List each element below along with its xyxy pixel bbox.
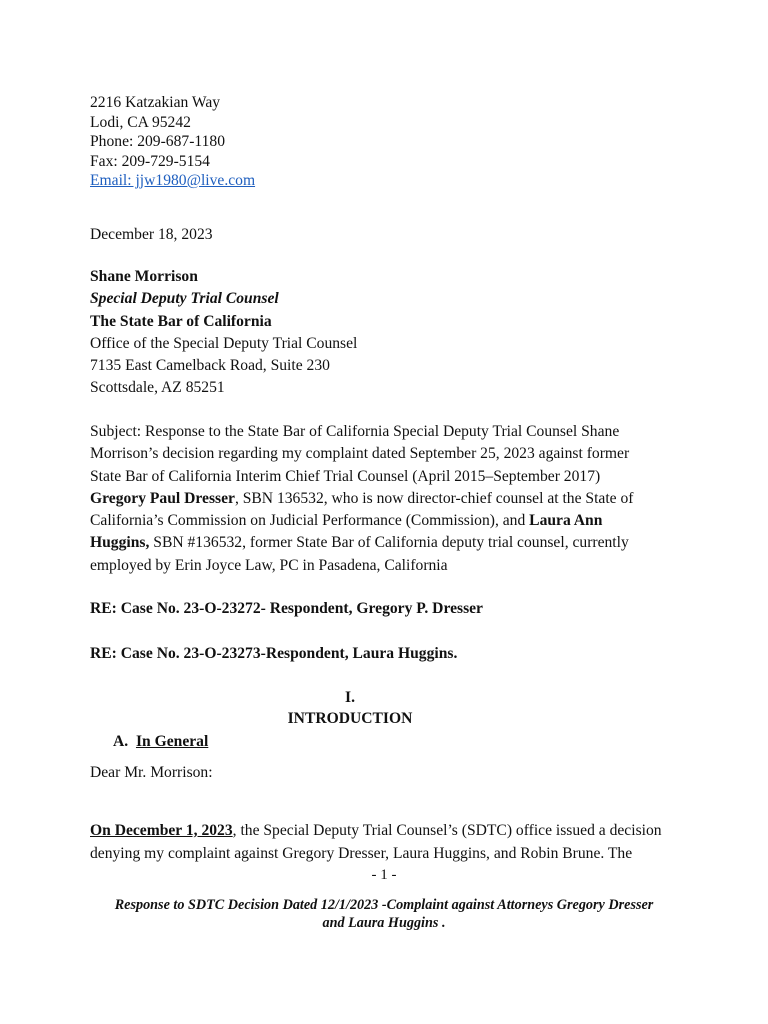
subject-line: employed by Erin Joyce Law, PC in Pasadena, California xyxy=(90,556,448,574)
sender-email-link[interactable]: Email: jjw1980@live.com xyxy=(90,172,256,189)
subject-line: State Bar of California Interim Chief Trial Counsel (April 2015–September 2017) xyxy=(90,467,601,485)
sender-fax: Fax: 209-729-5154 xyxy=(90,152,210,170)
footer-title-line: and Laura Huggins . xyxy=(322,915,446,931)
subject-text: , SBN 136532, who is now director-chief counsel at the State of xyxy=(234,489,634,507)
re-case-dresser xyxy=(90,599,700,619)
recipient-office: Office of the Special Deputy Trial Counsel xyxy=(90,334,358,352)
subsection-heading xyxy=(113,732,723,752)
body-text: , the Special Deputy Trial Counsel’s (SDTC) office issued a decision xyxy=(232,822,662,839)
sender-phone: Phone: 209-687-1180 xyxy=(90,133,225,150)
subsection-title: In General xyxy=(135,733,209,750)
page-number: - 1 - xyxy=(371,867,397,883)
recipient-city: Scottsdale, AZ 85251 xyxy=(90,379,225,397)
respondent-name-dresser: Gregory Paul Dresser xyxy=(90,489,235,507)
section-heading: INTRODUCTION xyxy=(287,710,413,727)
body-paragraph xyxy=(90,820,710,865)
subject-line xyxy=(90,532,710,554)
re-line: RE: Case No. 23-O-23273-Respondent, Laura Huggins. xyxy=(90,645,458,662)
letter-date-block xyxy=(90,225,700,245)
re-line: RE: Case No. 23-O-23272- Respondent, Gregory P. Dresser xyxy=(90,600,483,617)
subject-line: Subject: Response to the State Bar of California Special Deputy Trial Counsel Shane xyxy=(90,423,620,440)
re-case-huggins xyxy=(90,644,700,664)
subsection-letter: A. xyxy=(113,733,129,750)
sender-address xyxy=(90,93,700,191)
salutation: Dear Mr. Morrison: xyxy=(90,764,213,781)
body-line xyxy=(90,820,710,843)
subject-text: SBN #136532, former State Bar of California deputy trial counsel, currently xyxy=(149,534,629,552)
sender-street: 2216 Katzakian Way xyxy=(90,94,221,111)
subject-line xyxy=(90,488,710,510)
recipient-street: 7135 East Camelback Road, Suite 230 xyxy=(90,357,330,375)
recipient-org: The State Bar of California xyxy=(90,312,272,330)
salutation-block xyxy=(90,763,700,783)
recipient-title: Special Deputy Trial Counsel xyxy=(90,290,279,308)
sender-city: Lodi, CA 95242 xyxy=(90,113,191,131)
recipient-name: Shane Morrison xyxy=(90,268,198,285)
footer-title-line: Response to SDTC Decision Dated 12/1/2023 -Complaint against Attorneys Gregory Dresser xyxy=(114,897,654,913)
subject-text: California’s Commission on Judicial Performance (Commission), and xyxy=(90,512,530,530)
recipient-address xyxy=(90,266,700,400)
subject-line: Morrison’s decision regarding my complaint dated September 25, 2023 against former xyxy=(90,445,630,463)
respondent-name-huggins-first: Laura Ann xyxy=(529,512,603,530)
respondent-name-huggins-last: Huggins, xyxy=(90,534,150,552)
letter-date: December 18, 2023 xyxy=(90,226,213,243)
subject-line xyxy=(90,510,710,532)
footer-title xyxy=(60,896,708,932)
subject-paragraph xyxy=(90,421,710,577)
section-numeral: I. xyxy=(345,689,355,706)
body-line: denying my complaint against Gregory Dresser, Laura Huggins, and Robin Brune. The xyxy=(90,844,633,862)
body-lead-date: On December 1, 2023 xyxy=(90,822,233,839)
